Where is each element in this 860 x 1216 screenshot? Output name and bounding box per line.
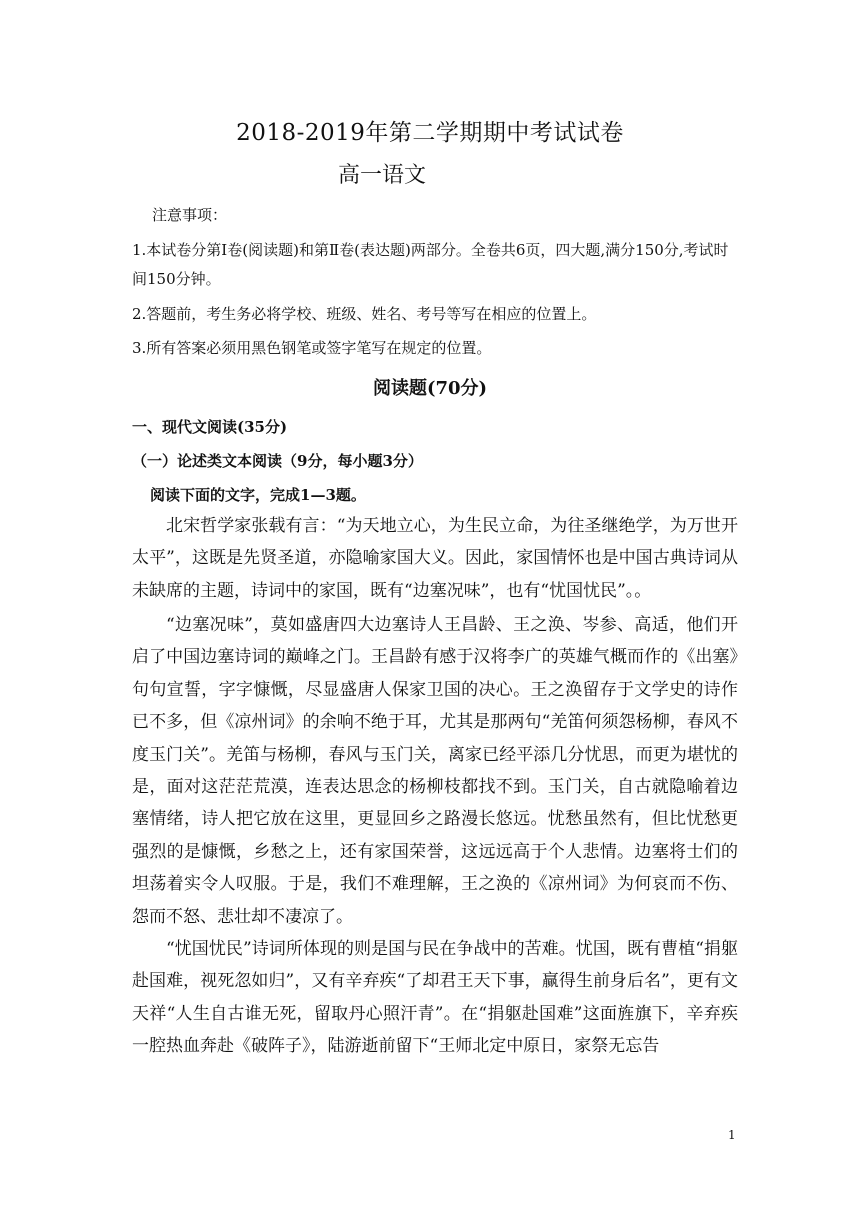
notice-label: 注意事项： bbox=[152, 206, 228, 224]
section-title: 阅读题(70分) bbox=[372, 378, 488, 399]
passage-paragraph: 北宋哲学家张载有言：“为天地立心，为生民立命，为往圣继绝学，为万世开太平”，这既是先贤圣道，亦隐喻家国大义。因此，家国情怀也是中国古典诗词从未缺席的主题，诗词中的家国，既有“边塞况味”，也有“忧国忧民”。。 bbox=[132, 516, 738, 601]
part-heading: 一、现代文阅读(35分) bbox=[132, 418, 288, 436]
notice-item: 2.答题前，考生务必将学校、班级、姓名、考号等写在相应的位置上。 bbox=[132, 305, 597, 323]
reading-instruction: 阅读下面的文字，完成1—3题。 bbox=[150, 486, 366, 504]
passage-paragraph: “边塞况味”，莫如盛唐四大边塞诗人王昌龄、王之涣、岑参、高适，他们开启了中国边塞诗词的巅峰之门。王昌龄有感于汉将李广的英雄气概而作的《出塞》句句宣誓，字字慷慨，尽显盛唐人保家卫国的决心。王之涣留存于文学史的诗作已不多，但《凉州词》的余响不绝于耳，尤其是那两句“羌笛何须怨杨柳，春风不度玉门关”。羌笛与杨柳，春风与玉门关，离家已经平添几分忧思，而更为堪忧的是，面对这茫茫荒漠，连表达思念的杨柳枝都找不到。玉门关，自古就隐喻着边塞情绪，诗人把它放在这里，更显回乡之路漫长悠远。忧愁虽然有，但比忧愁更强烈的是慷慨，乡愁之上，还有家国荣誉，这远远高于个人悲情。边塞将士们的坦荡着实令人叹服。于是，我们不难理解，王之涣的《凉州词》为何哀而不伤、怨而不怒、悲壮却不凄凉了。 bbox=[132, 615, 738, 927]
page-number: 1 bbox=[728, 1128, 736, 1142]
subpart-heading: （一）论述类文本阅读（9分，每小题3分） bbox=[132, 452, 423, 470]
exam-title: 2018-2019年第二学期期中考试试卷 bbox=[236, 120, 624, 146]
passage-paragraph: “忧国忧民”诗词所体现的则是国与民在争战中的苦难。忧国，既有曹植“捐躯赴国难，视死忽如归”，又有辛弃疾“了却君王天下事，赢得生前身后名”，更有文天祥“人生自古谁无死，留取丹心照汗青”。在“捐躯赴国难”这面旌旗下，辛弃疾一腔热血奔赴《破阵子》，陆游逝前留下“王师北定中原日，家祭无忘告 bbox=[132, 939, 738, 1057]
notice-item: 3.所有答案必须用黑色钢笔或签字笔写在规定的位置。 bbox=[132, 339, 492, 357]
notice-item: 1.本试卷分第Ⅰ卷(阅读题)和第Ⅱ卷(表达题)两部分。全卷共6页，四大题,满分150分,考试时间150分钟。 bbox=[132, 241, 729, 288]
exam-subject: 高一语文 bbox=[338, 163, 427, 188]
